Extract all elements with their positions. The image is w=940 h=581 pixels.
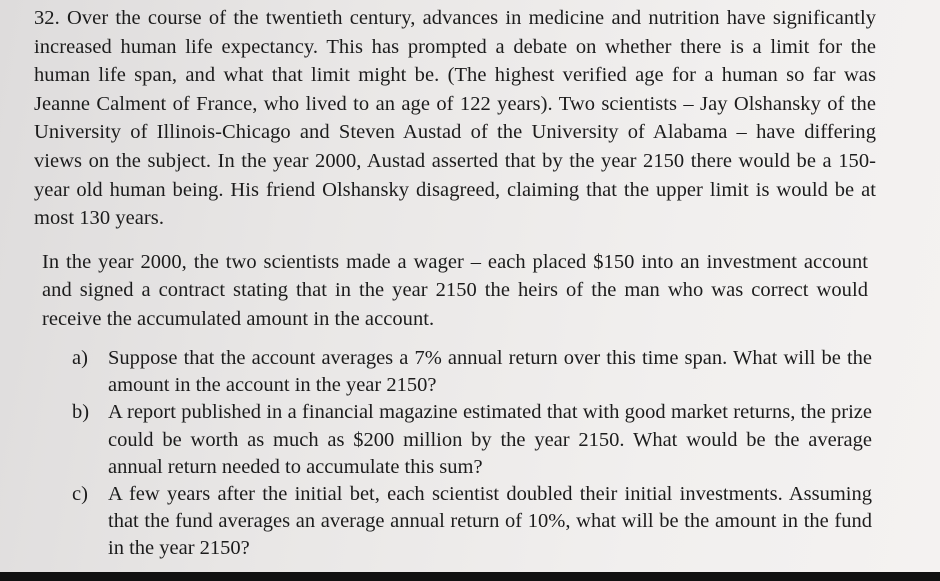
question-text: Suppose that the account averages a 7% annual return over this time span. What will be the amount in the account in the year 2150? bbox=[108, 347, 872, 397]
question-text: A report published in a financial magazine estimated that with good market returns, the prize could be worth as much as $200 million by the year 2150. What would be the average annual return needed to accumulate this sum? bbox=[108, 401, 872, 478]
question-item-a bbox=[72, 345, 872, 399]
question-marker: a) bbox=[72, 347, 88, 369]
problem-intro-paragraph: 32. Over the course of the twentieth century, advances in medicine and nutrition have significantly increased human life expectancy. This has prompted a debate on whether there is a limit for the human life span, and what that limit might be. (The highest verified age for a human so far was Jeanne Calment of France, who lived to an age of 122 years). Two scientists – Jay Olshansky of the University of Illinois-Chicago and Steven Austad of the University of Alabama – have differing views on the subject. In the year 2000, Austad asserted that by the year 2150 there would be a 150-year old human being. His friend Olshansky disagreed, claiming that the upper limit is would be at most 130 years. bbox=[34, 7, 876, 230]
question-marker: c) bbox=[72, 483, 88, 506]
question-marker: b) bbox=[72, 401, 90, 424]
question-list bbox=[72, 345, 872, 563]
question-item-c bbox=[72, 481, 872, 563]
question-item-b bbox=[72, 399, 872, 481]
wager-paragraph: In the year 2000, the two scientists made a wager – each placed $150 into an investment account and signed a contract stating that in the year 2150 the heirs of the man who was correct would receive the accumulated amount in the account. bbox=[42, 251, 868, 330]
question-text: A few years after the initial bet, each scientist doubled their initial investments. Assuming that the fund averages an average annual return of 10%, what will be the amount in the fund in the year 2150? bbox=[108, 483, 872, 560]
bottom-edge bbox=[0, 572, 940, 581]
